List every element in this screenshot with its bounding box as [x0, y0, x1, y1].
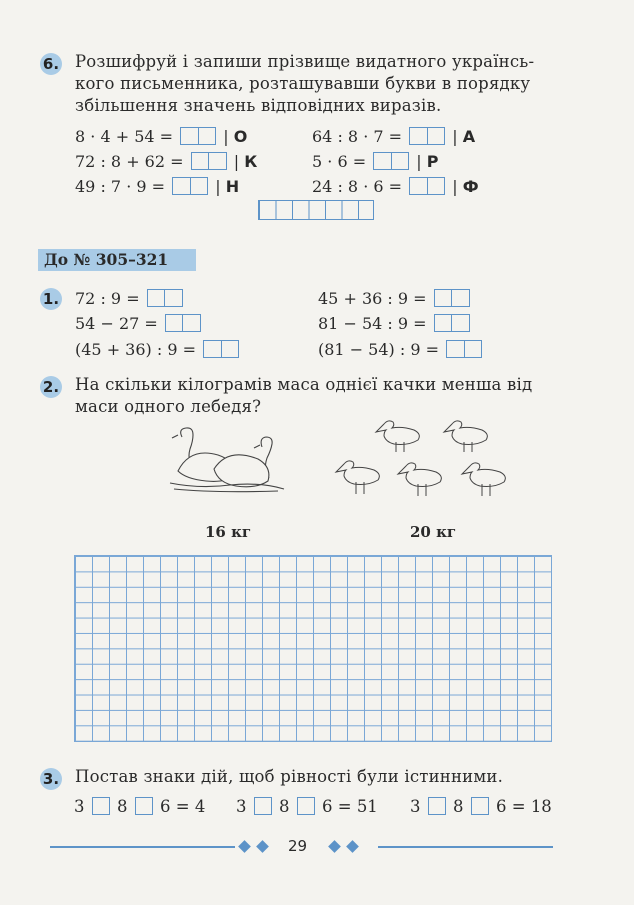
answer-box[interactable]	[165, 314, 201, 332]
task1-expr	[75, 314, 203, 333]
swan-weight-label: 16 кг	[205, 523, 252, 541]
page-number: 29	[288, 837, 308, 855]
letter: К	[244, 152, 258, 171]
task6-expr: 72 : 8 + 62 = | К	[75, 152, 258, 171]
operand: 3	[236, 797, 247, 816]
expr-text: (45 + 36) : 9 =	[75, 340, 197, 359]
letter: О	[233, 127, 248, 146]
task-number-1: 1.	[40, 288, 62, 310]
task3-equation	[410, 797, 552, 816]
task1-expr	[75, 289, 185, 308]
expr-text: 81 − 54 : 9 =	[318, 314, 427, 333]
answer-box[interactable]	[147, 289, 183, 307]
operand: 8	[117, 797, 128, 816]
answer-box[interactable]	[446, 340, 482, 358]
letter: Н	[225, 177, 240, 196]
operator-box[interactable]	[471, 797, 489, 815]
task6-expr: 64 : 8 · 7 = | А	[312, 127, 476, 146]
expr-text: 49 : 7 · 9 =	[75, 177, 166, 196]
task1-expr	[318, 289, 472, 308]
expr-text: 24 : 8 · 6 =	[312, 177, 403, 196]
operand: 6 = 51	[322, 797, 378, 816]
footer-rule-right	[378, 846, 553, 848]
task2-text	[75, 374, 532, 418]
task6-expr: 8 · 4 + 54 = | О	[75, 127, 248, 146]
answer-grid[interactable]	[74, 555, 552, 742]
task1-expr	[75, 340, 241, 359]
operator-box[interactable]	[428, 797, 446, 815]
task6-line: Розшифруй і запиши прізвище видатного українсь-	[75, 52, 535, 71]
operand: 6 = 4	[160, 797, 206, 816]
task6-line: кого письменника, розташувавши букви в порядку	[75, 74, 531, 93]
task3-text: Постав знаки дій, щоб рівності були істинними.	[75, 767, 504, 786]
letter: Ф	[462, 177, 479, 196]
expr-text: 72 : 9 =	[75, 289, 140, 308]
answer-box[interactable]	[434, 289, 470, 307]
answer-box[interactable]	[191, 152, 227, 170]
task-number-2: 2.	[40, 376, 62, 398]
surname-answer-cells[interactable]	[258, 200, 374, 220]
expr-text: 64 : 8 · 7 =	[312, 127, 403, 146]
task-number-6: 6.	[40, 53, 62, 75]
task2-line: маси одного лебедя?	[75, 397, 262, 416]
diamond-icon	[256, 840, 269, 853]
task1-expr	[318, 340, 484, 359]
operand: 3	[410, 797, 421, 816]
answer-box[interactable]	[203, 340, 239, 358]
operand: 3	[74, 797, 85, 816]
expr-text: 72 : 8 + 62 =	[75, 152, 184, 171]
task6-expr: 49 : 7 · 9 = | Н	[75, 177, 240, 196]
swans-illustration	[168, 425, 286, 495]
operand: 8	[279, 797, 290, 816]
answer-box[interactable]	[172, 177, 208, 195]
letter: А	[462, 127, 476, 146]
expr-text: 8 · 4 + 54 =	[75, 127, 174, 146]
answer-box[interactable]	[409, 177, 445, 195]
diamond-icon	[346, 840, 359, 853]
ducks-illustration	[332, 418, 522, 510]
task1-expr	[318, 314, 472, 333]
task6-expr: 5 · 6 = | Р	[312, 152, 439, 171]
task-number-3: 3.	[40, 768, 62, 790]
diamond-icon	[238, 840, 251, 853]
diamond-icon	[328, 840, 341, 853]
expr-text: 45 + 36 : 9 =	[318, 289, 427, 308]
task2-line: На скільки кілограмів маса однієї качки менша від	[75, 375, 533, 394]
task6-expr: 24 : 8 · 6 = | Ф	[312, 177, 479, 196]
footer-rule-left	[50, 846, 235, 848]
answer-box[interactable]	[409, 127, 445, 145]
section-title: До № 305–321	[44, 250, 169, 269]
expr-text: 5 · 6 =	[312, 152, 367, 171]
operator-box[interactable]	[135, 797, 153, 815]
operator-box[interactable]	[297, 797, 315, 815]
task3-equation	[236, 797, 378, 816]
task6-text	[75, 51, 534, 117]
duck-weight-label: 20 кг	[410, 523, 457, 541]
letter: Р	[426, 152, 439, 171]
expr-text: (81 − 54) : 9 =	[318, 340, 440, 359]
task6-line: збільшення значень відповідних виразів.	[75, 96, 442, 115]
operator-box[interactable]	[92, 797, 110, 815]
expr-text: 54 − 27 =	[75, 314, 158, 333]
answer-box[interactable]	[434, 314, 470, 332]
answer-box[interactable]	[180, 127, 216, 145]
task3-equation	[74, 797, 205, 816]
operand: 6 = 18	[496, 797, 552, 816]
operand: 8	[453, 797, 464, 816]
operator-box[interactable]	[254, 797, 272, 815]
answer-box[interactable]	[373, 152, 409, 170]
